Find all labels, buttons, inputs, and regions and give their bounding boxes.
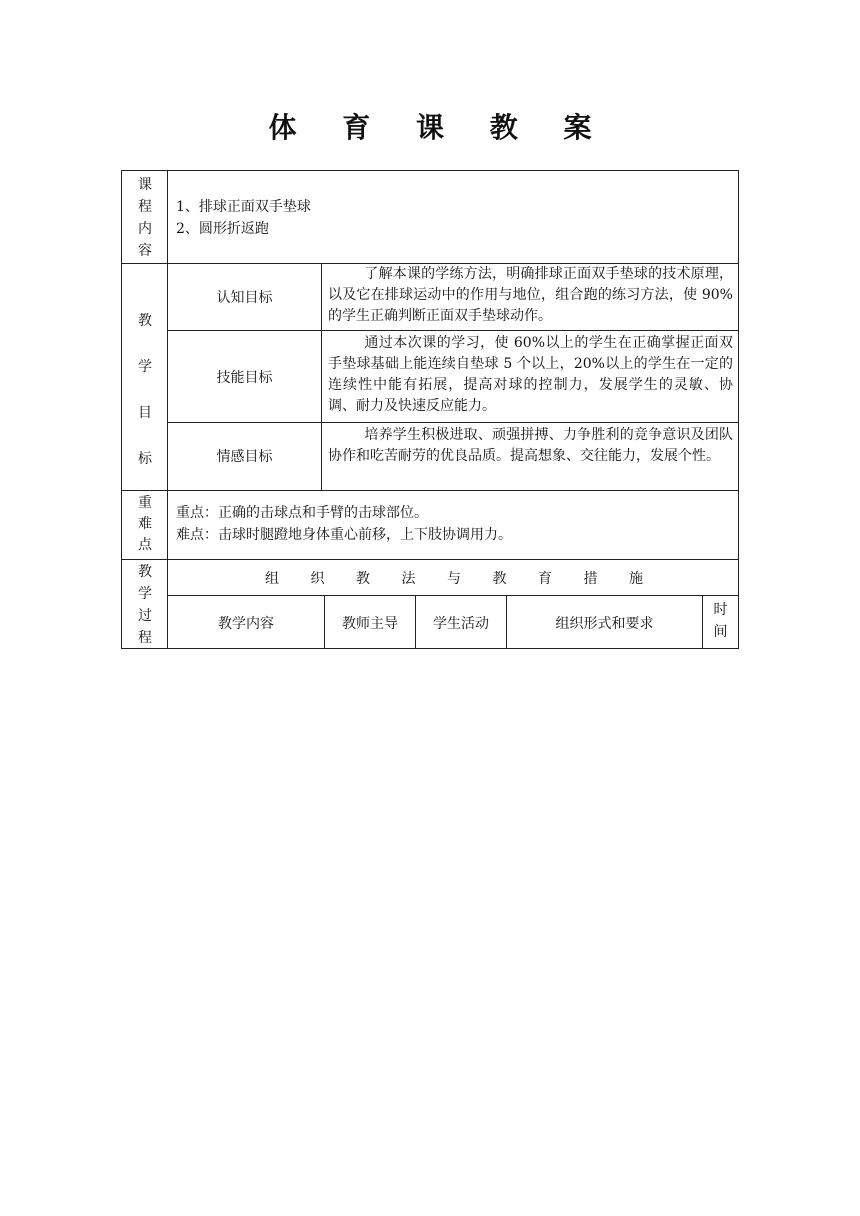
goal-name-affective: 情感目标 <box>216 449 273 465</box>
goal-text-cognitive: 了解本课的学练方法，明确排球正面双手垫球的技术原理，以及它在排球运动中的作用与地位，组合跑的练习方法，使 90%的学生正确判断正面双手垫球动作。 <box>328 266 733 324</box>
goal-text-affective: 培养学生积极进取、顽强拼搏、力争胜利的竞争意识及团队协作和吃苦耐劳的优良品质。提高想象、交往能力，发展个性。 <box>328 427 733 464</box>
lesson-plan-table <box>121 170 739 649</box>
column-header-teacher: 教师主导 <box>342 616 398 632</box>
key-points-label: 重 难 点 <box>138 495 152 553</box>
row-divider <box>122 559 738 560</box>
goal-name-skill: 技能目标 <box>216 370 273 386</box>
organization-methods-header: 组 织 教 法 与 教 育 措 施 <box>265 571 643 587</box>
col-divider <box>321 263 322 490</box>
row-divider <box>168 595 738 596</box>
difficult-point-line: 难点：击球时腿蹬地身体重心前移，上下肢协调用力。 <box>176 527 512 543</box>
course-content-label: 课 程 内 容 <box>138 177 152 259</box>
page-title: 体 育 课 教 案 <box>268 111 610 144</box>
column-header-content: 教学内容 <box>218 616 274 632</box>
goal-name-cognitive: 认知目标 <box>216 290 273 306</box>
course-item: 1、排球正面双手垫球 <box>176 199 311 215</box>
row-divider <box>122 490 738 491</box>
key-point-line: 重点：正确的击球点和手臂的击球部位。 <box>176 505 428 521</box>
teaching-process-label: 教 学 过 程 <box>138 564 152 646</box>
row-divider <box>168 330 738 331</box>
goal-text-skill: 通过本次课的学习，使 60%以上的学生在正确掌握正面双手垫球基础上能连续自垫球 5 个以上，20%以上的学生在一定的连续性中能有拓展，提高对球的控制力，发展学生的灵敏、协调、耐力及快速反应能力。 <box>328 335 733 414</box>
column-header-time: 时 间 <box>713 602 728 640</box>
teaching-goals-label: 教 学 目 标 <box>138 313 152 467</box>
column-header-organization: 组织形式和要求 <box>555 616 654 632</box>
course-item: 2、圆形折返跑 <box>176 221 269 237</box>
row-divider <box>168 422 738 423</box>
column-header-student: 学生活动 <box>433 616 489 632</box>
